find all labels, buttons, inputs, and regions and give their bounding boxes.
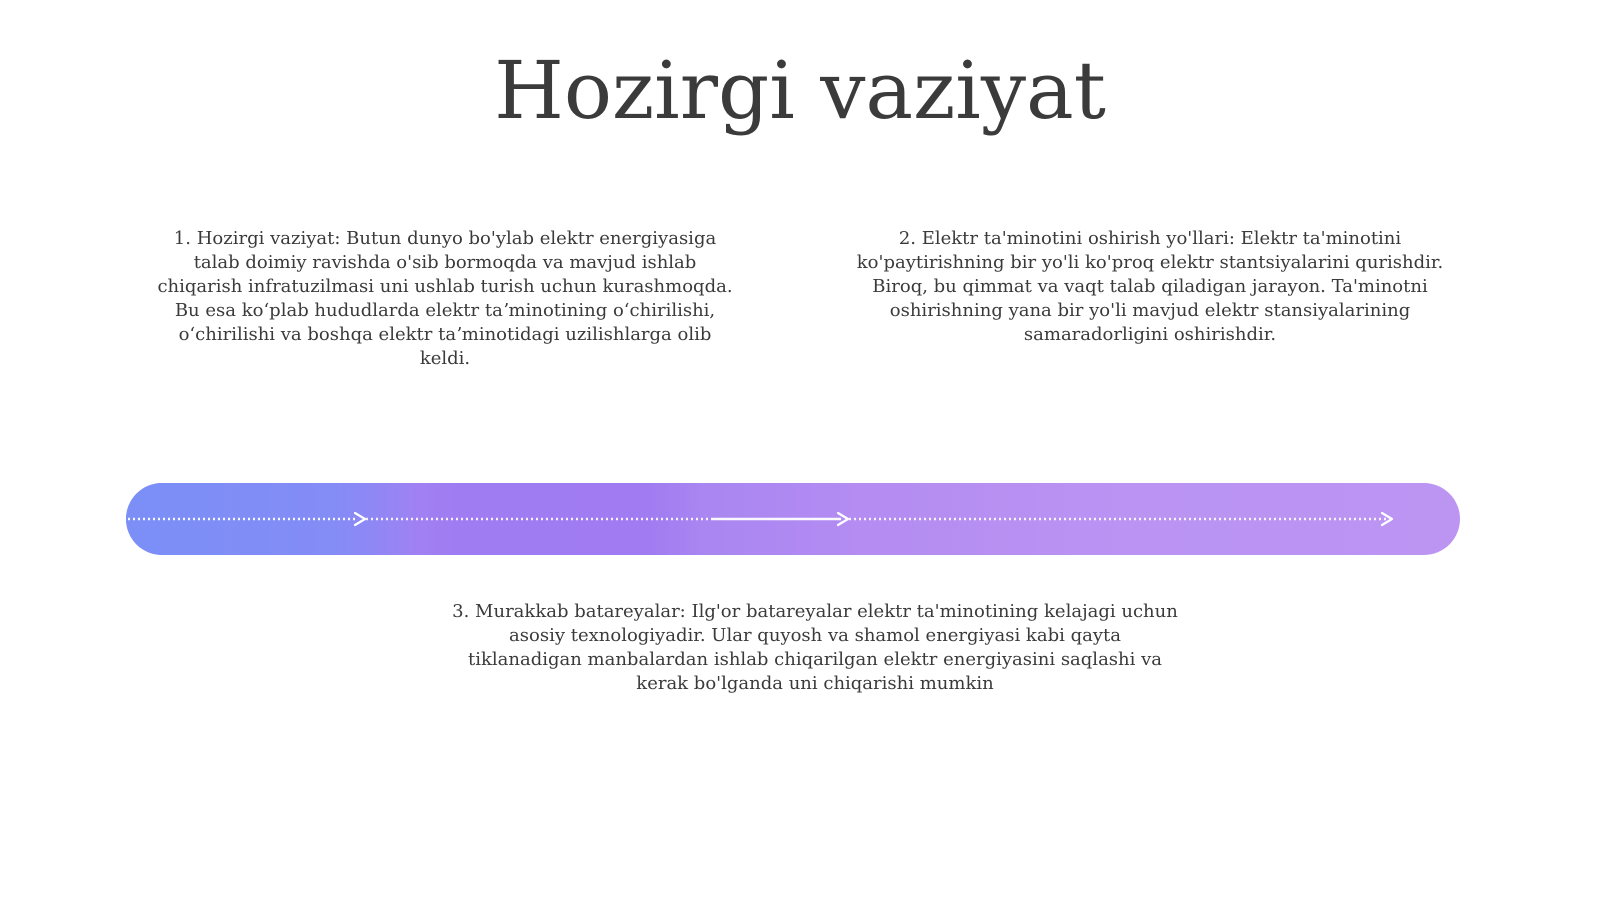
timeline-bar <box>126 483 1460 555</box>
point-2-text: 2. Elektr ta'minotini oshirish yo'llari: Elektr ta'minotini ko'paytirishning bir yo'li ko'proq elektr stantsiyalarini qurishdir. Biroq, bu qimmat va vaqt talab qiladigan jarayon. Ta'minotni oshirishning yana bir yo'li mavjud elektr stansiyalarining samaradorligini oshirishdir. <box>856 228 1444 345</box>
chevron-right-icon <box>355 513 365 525</box>
timeline-arrows <box>126 483 1460 555</box>
point-3-text: 3. Murakkab batareyalar: Ilg'or batareyalar elektr ta'minotining kelajagi uchun asosiy texnologiyadir. Ular quyosh va shamol energiyasi kabi qayta tiklanadigan manbalardan ishlab chiqarilgan elektr energiyasini saqlashi va kerak bo'lganda uni chiqarishi mumkin <box>452 601 1178 694</box>
slide-title: Hozirgi vaziyat <box>494 44 1106 137</box>
chevron-right-icon <box>1382 513 1392 525</box>
point-1-text: 1. Hozirgi vaziyat: Butun dunyo bo'ylab elektr energiyasiga talab doimiy ravishda o'sib bormoqda va mavjud ishlab chiqarish infratuzilmasi uni ushlab turish uchun kurashmoqda. Bu esa koʻplab hududlarda elektr taʼminotining oʻchirilishi, oʻchirilishi va boshqa elektr taʼminotidagi uzilishlarga olib keldi. <box>157 228 733 369</box>
